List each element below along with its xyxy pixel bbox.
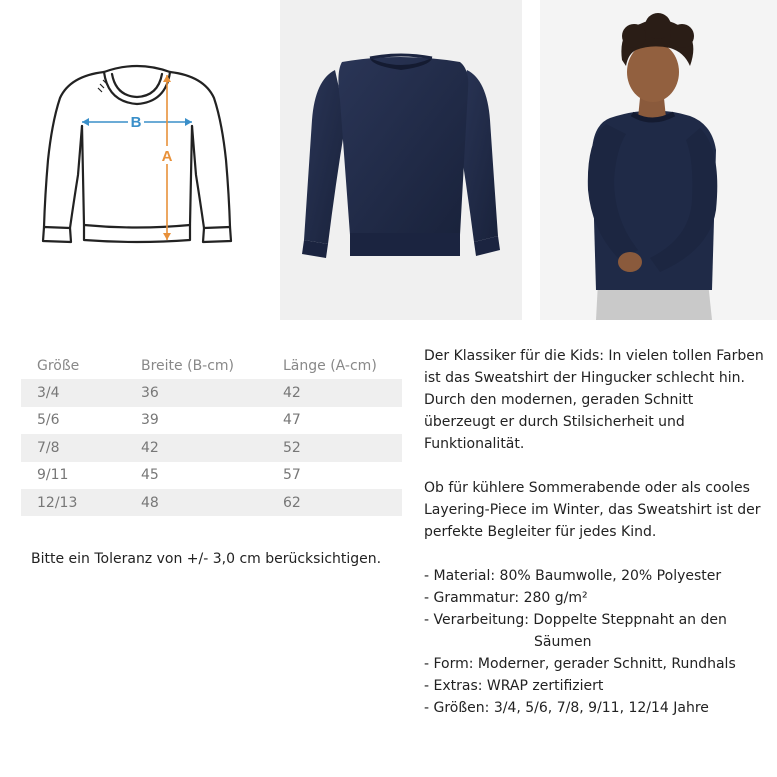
cell-length: 52: [283, 439, 301, 456]
cell-length: 57: [283, 467, 301, 484]
header-width: Breite (B-cm): [141, 357, 235, 374]
cell-length: 42: [283, 385, 301, 402]
cell-width: 48: [141, 494, 159, 511]
feature-item: - Verarbeitung: Doppelte Steppnaht an den: [424, 612, 727, 628]
sizing-diagram: [0, 0, 262, 320]
description-paragraph-1: Der Klassiker für die Kids: In vielen tollen Farben ist das Sweatshirt der Hingucker schlecht hin. Durch den modernen, geraden Schnitt überzeugt er durch Stilsicherheit und Funktionalität.: [424, 348, 764, 452]
table-row: [21, 407, 402, 434]
header-size: Größe: [37, 357, 80, 374]
header-length: Länge (A-cm): [283, 357, 377, 374]
width-label: B: [130, 114, 142, 131]
cell-size: 3/4: [37, 385, 60, 402]
tolerance-note: Bitte ein Toleranz von +/- 3,0 cm berücksichtigen.: [31, 551, 382, 567]
cell-width: 45: [141, 467, 159, 484]
product-photo: [280, 0, 522, 320]
cell-size: 12/13: [37, 494, 78, 511]
cell-width: 36: [141, 385, 159, 402]
length-label: A: [161, 148, 173, 165]
feature-list: [424, 565, 769, 719]
feature-item: - Extras: WRAP zertifiziert: [424, 678, 604, 694]
product-description: [424, 345, 769, 719]
description-paragraph-2: Ob für kühlere Sommerabende oder als cooles Layering-Piece im Winter, das Sweatshirt ist der perfekte Begleiter für jedes Kind.: [424, 480, 761, 540]
table-row: [21, 489, 402, 516]
cell-width: 39: [141, 412, 159, 429]
table-row: [21, 434, 402, 461]
table-row: [21, 462, 402, 489]
cell-size: 5/6: [37, 412, 60, 429]
cell-length: 47: [283, 412, 301, 429]
feature-item: - Größen: 3/4, 5/6, 7/8, 9/11, 12/14 Jahre: [424, 700, 709, 716]
cell-width: 42: [141, 439, 159, 456]
table-row: [21, 379, 402, 406]
feature-item: - Form: Moderner, gerader Schnitt, Rundhals: [424, 656, 736, 672]
cell-length: 62: [283, 494, 301, 511]
model-photo: [540, 0, 777, 320]
feature-item-continuation: Säumen: [534, 634, 592, 650]
table-header-row: [21, 352, 402, 379]
size-table: [21, 352, 402, 516]
feature-item: - Grammatur: 280 g/m²: [424, 590, 588, 606]
cell-size: 9/11: [37, 467, 69, 484]
feature-item: - Material: 80% Baumwolle, 20% Polyester: [424, 568, 722, 584]
cell-size: 7/8: [37, 439, 60, 456]
